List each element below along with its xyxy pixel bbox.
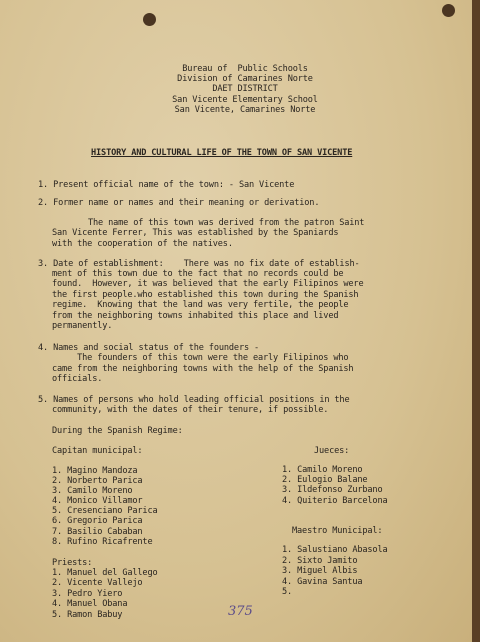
- list-item: 1. Camilo Moreno: [282, 465, 363, 475]
- question-2: 2. Former name or names and their meaning or derivation.: [38, 198, 320, 208]
- q4-line: The founders of this town were the early Filipinos who: [52, 353, 349, 363]
- q3-line: from the neighboring towns inhabited this place and lived: [52, 311, 339, 321]
- list-item: 1. Magino Mandoza: [52, 466, 138, 476]
- list-item: 5.: [282, 587, 293, 597]
- list-item: 2. Vicente Vallejo: [52, 578, 143, 588]
- list-item: 1. Manuel del Gallego: [52, 568, 158, 578]
- q4-line: officials.: [52, 374, 103, 384]
- punch-hole: [442, 4, 455, 17]
- question-5: 5. Names of persons who hold leading official positions in the: [38, 395, 350, 405]
- header-line: Division of Camarines Norte: [177, 74, 313, 84]
- jueces-heading: Jueces:: [314, 446, 350, 456]
- q4-line: came from the neighboring towns with the help of the Spanish: [52, 364, 354, 374]
- list-item: 3. Ildefonso Zurbano: [282, 485, 383, 495]
- document-title: HISTORY AND CULTURAL LIFE OF THE TOWN OF SAN VICENTE: [91, 148, 353, 158]
- q3-line: permanently.: [52, 321, 113, 331]
- page-edge: [472, 0, 480, 642]
- q3-line: regime. Knowing that the land was very fertile, the people: [52, 300, 349, 310]
- header-line: Bureau of Public Schools: [182, 64, 308, 74]
- q3-line: the first people.who established this town during the Spanish: [52, 290, 359, 300]
- question-1: 1. Present official name of the town: - San Vicente: [38, 180, 295, 190]
- maestro-heading: Maestro Municipal:: [292, 526, 383, 536]
- list-item: 4. Quiterio Barcelona: [282, 496, 388, 506]
- header-line: DAET DISTRICT: [212, 84, 278, 94]
- list-item: 5. Cresenciano Parica: [52, 506, 158, 516]
- capitan-heading: Capitan municipal:: [52, 446, 143, 456]
- priests-heading: Priests:: [52, 558, 93, 568]
- list-item: 4. Monico Villamor: [52, 496, 143, 506]
- header-line: San Vicente, Camarines Norte: [174, 105, 316, 115]
- list-item: 2. Eulogio Balane: [282, 475, 368, 485]
- page-number: 375: [228, 604, 253, 619]
- list-item: 1. Salustiano Abasola: [282, 545, 388, 555]
- list-item: 4. Manuel Obana: [52, 599, 128, 609]
- list-item: 5. Ramon Babuy: [52, 610, 123, 620]
- list-item: 8. Rufino Ricafrente: [52, 537, 153, 547]
- header-line: San Vicente Elementary School: [172, 95, 318, 105]
- list-item: 2. Norberto Parica: [52, 476, 143, 486]
- q3-line: ment of this town due to the fact that no records could be: [52, 269, 344, 279]
- list-item: 3. Pedro Yiero: [52, 589, 123, 599]
- question-3: 3. Date of establishment: There was no fix date of establish-: [38, 259, 360, 269]
- list-item: 2. Sixto Jamito: [282, 556, 358, 566]
- q2-body-line: San Vicente Ferrer, This was established by the Spaniards: [52, 228, 339, 238]
- list-item: 6. Gregorio Parica: [52, 516, 143, 526]
- list-item: 4. Gavina Santua: [282, 577, 363, 587]
- q5-line: community, with the dates of their tenure, if possible.: [52, 405, 329, 415]
- regime-heading: During the Spanish Regime:: [52, 426, 183, 436]
- q3-line: found. However, it was believed that the early Filipinos were: [52, 279, 364, 289]
- list-item: 3. Miguel Albis: [282, 566, 358, 576]
- list-item: 3. Camilo Moreno: [52, 486, 133, 496]
- question-4: 4. Names and social status of the founders -: [38, 343, 260, 353]
- q2-body-line: The name of this town was derived from the patron Saint: [88, 218, 365, 228]
- punch-hole: [143, 13, 156, 26]
- q2-body-line: with the cooperation of the natives.: [52, 239, 233, 249]
- list-item: 7. Basilio Cababan: [52, 527, 143, 537]
